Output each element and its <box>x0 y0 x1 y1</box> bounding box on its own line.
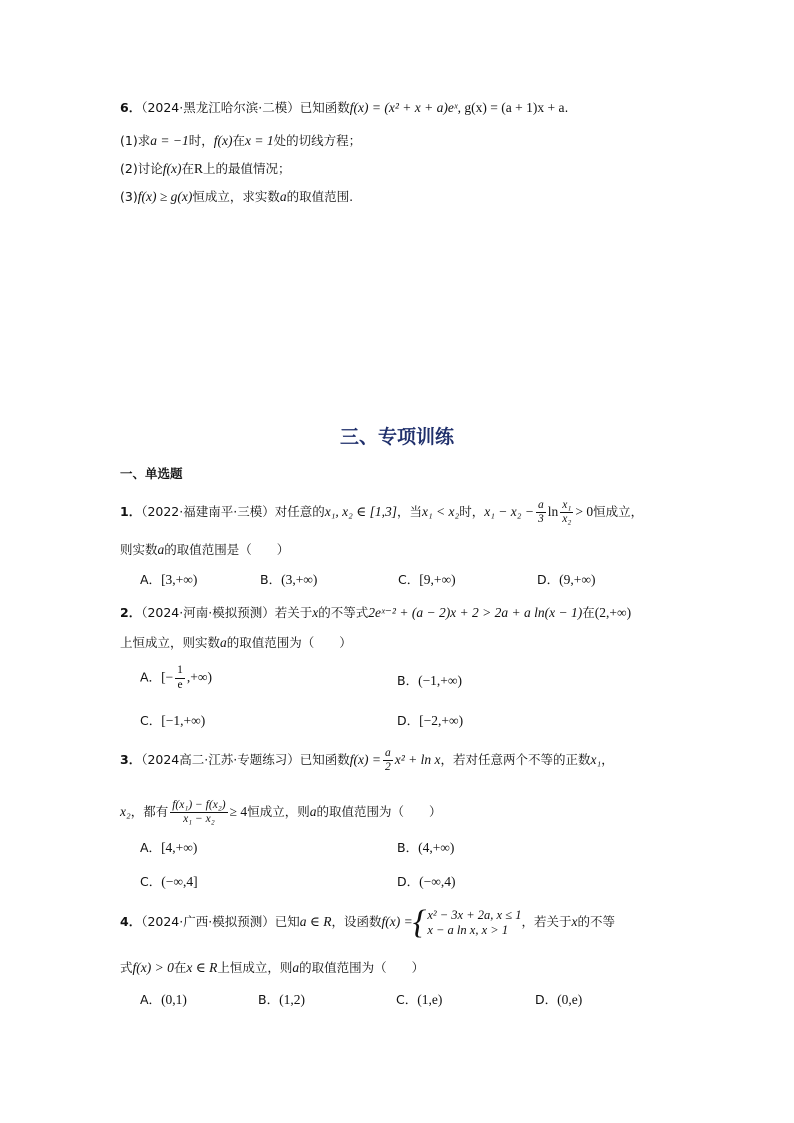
text: 对任意的 <box>274 504 325 519</box>
math-expr: f(x) <box>162 161 182 176</box>
option-label: D． <box>397 874 420 889</box>
option-a[interactable] <box>140 665 212 691</box>
text: 若关于 <box>274 605 313 620</box>
q6-end: . <box>564 100 569 115</box>
option-label: B． <box>397 673 419 688</box>
text: 在 <box>582 605 595 620</box>
option-a[interactable] <box>140 990 187 1008</box>
math-expr: ≥ 4 <box>229 804 248 819</box>
text: 已知函数 <box>299 752 350 767</box>
text: 已知 <box>274 914 300 929</box>
option-label: D． <box>397 713 420 728</box>
option-a[interactable] <box>140 570 197 588</box>
piecewise-function <box>412 903 522 941</box>
question-number: 6． <box>120 100 142 115</box>
math-expr: a <box>157 542 165 557</box>
question-source: （2022·福建南平·三模） <box>141 504 275 519</box>
text: 的不等 <box>577 914 615 929</box>
text: 的取值范围为（ ） <box>299 960 425 975</box>
fraction <box>536 500 546 526</box>
fraction <box>383 748 393 774</box>
option-c[interactable] <box>140 711 205 729</box>
option-value: [−1,+∞) <box>161 713 206 728</box>
math-expr: f(x) > 0 <box>132 960 174 975</box>
option-a[interactable] <box>140 838 197 856</box>
option-b[interactable] <box>258 990 305 1008</box>
option-d[interactable] <box>535 990 582 1008</box>
f-definition: f(x) = (x² + x + a)eˣ <box>349 100 458 115</box>
option-c[interactable] <box>140 872 198 890</box>
math-expr: f(x) ≥ g(x) <box>137 189 193 204</box>
text: 恒成立，求实数 <box>192 189 280 204</box>
text: 在 <box>232 133 245 148</box>
option-value: (3,+∞) <box>281 572 318 587</box>
numerator: f(x₁) − f(x₂) <box>170 800 227 814</box>
q4-stem <box>120 903 615 941</box>
denominator: e <box>177 678 183 691</box>
text: 在 <box>173 960 187 975</box>
math-expr: a <box>220 635 227 650</box>
question-source: （2024·广西·模拟预测） <box>141 914 275 929</box>
question-number: 3． <box>120 752 142 767</box>
option-value: (0,e) <box>557 992 583 1007</box>
text: 的取值范围. <box>286 189 354 204</box>
denominator: x₁ − x₂ <box>183 813 215 825</box>
option-value: [9,+∞) <box>419 572 456 587</box>
math-expr: x₁, x₂ ∈ [1,3] <box>324 504 397 519</box>
text: ， <box>601 752 614 767</box>
question-number: 2． <box>120 605 142 620</box>
q6-part2 <box>120 159 291 177</box>
q3-line2 <box>120 797 441 827</box>
option-label: C． <box>140 874 162 889</box>
math-expr: x <box>571 914 578 929</box>
math-expr: R <box>193 161 203 176</box>
q2-line2 <box>120 633 352 651</box>
option-c[interactable] <box>398 570 456 588</box>
q4-line2 <box>120 958 424 976</box>
option-value: (0,1) <box>161 992 187 1007</box>
text: 的取值范围是（ ） <box>164 542 290 557</box>
numerator: x₁ <box>560 500 573 514</box>
brace-icon: { <box>412 903 427 941</box>
text: 处的切线方程； <box>273 133 362 148</box>
option-value: (−∞,4] <box>161 874 198 889</box>
option-label: A． <box>140 572 162 587</box>
part-label: (1)求 <box>120 133 151 148</box>
q2-stem <box>120 603 631 621</box>
option-value: (1,2) <box>279 992 305 1007</box>
option-value: [4,+∞) <box>161 840 198 855</box>
text: 上恒成立，则 <box>217 960 293 975</box>
text: 上恒成立，则实数 <box>120 635 221 650</box>
case-row: x − a ln x, x > 1 <box>427 922 509 937</box>
fraction <box>170 800 227 826</box>
question-source: （2024高二·江苏·专题练习） <box>141 752 300 767</box>
option-b[interactable] <box>260 570 317 588</box>
q6-part1 <box>120 131 361 149</box>
option-value: ,+∞) <box>186 669 213 685</box>
numerator: a <box>536 500 546 514</box>
math-expr: f(x) = <box>381 914 413 929</box>
math-expr: 2eˣ⁻² + (a − 2)x + 2 > 2a + a ln(x − 1) <box>368 605 583 620</box>
q1-stem <box>120 497 643 527</box>
option-c[interactable] <box>396 990 442 1008</box>
option-label: D． <box>535 992 558 1007</box>
math-expr: ln <box>547 504 559 519</box>
option-value: (−∞,4) <box>419 874 456 889</box>
option-value: (−1,+∞) <box>418 673 463 688</box>
option-label: D． <box>537 572 560 587</box>
text: 的取值范围为（ ） <box>226 635 352 650</box>
case-row: x² − 3x + 2a, x ≤ 1 <box>427 908 522 923</box>
text: ，设函数 <box>331 914 382 929</box>
text: 恒成立， <box>593 504 644 519</box>
text: 恒成立，则 <box>247 804 310 819</box>
text: 上的最值情况； <box>202 161 291 176</box>
q6-stem <box>120 98 568 116</box>
g-definition: , g(x) = (a + 1)x + a <box>457 100 565 115</box>
math-expr: a = −1 <box>150 133 189 148</box>
option-d[interactable] <box>537 570 596 588</box>
text: 时， <box>188 133 214 148</box>
option-value: (4,+∞) <box>418 840 455 855</box>
denominator: x₂ <box>562 513 572 525</box>
option-value: [− <box>161 669 174 685</box>
numerator: 1 <box>175 665 185 679</box>
math-expr: (2,+∞) <box>594 605 632 620</box>
math-expr: x² + ln x <box>394 752 441 767</box>
q3-stem <box>120 745 614 775</box>
option-label: A． <box>140 992 162 1007</box>
math-expr: x ∈ R <box>186 960 218 975</box>
option-label: B． <box>258 992 280 1007</box>
math-expr: f(x) <box>213 133 233 148</box>
math-expr: x = 1 <box>244 133 274 148</box>
text: 式 <box>120 960 133 975</box>
q6-part3 <box>120 187 353 205</box>
question-source: （2024·河南·模拟预测） <box>141 605 275 620</box>
question-source: （2024·黑龙江哈尔滨·二模） <box>141 100 300 115</box>
part-label: (3) <box>120 189 138 204</box>
text: 则实数 <box>120 542 158 557</box>
option-label: A． <box>140 840 162 855</box>
section-title: 三、专项训练 <box>339 426 454 448</box>
math-expr: a <box>279 189 287 204</box>
text: 的不等式 <box>318 605 369 620</box>
text: ，若对任意两个不等的正数 <box>440 752 591 767</box>
question-number: 1． <box>120 504 142 519</box>
math-expr: a ∈ R <box>299 914 332 929</box>
math-expr: f(x) = <box>349 752 381 767</box>
option-value: (1,e) <box>417 992 443 1007</box>
option-value: [−2,+∞) <box>419 713 464 728</box>
text: ，当 <box>396 504 422 519</box>
fraction <box>560 500 573 526</box>
denominator: 3 <box>537 513 544 525</box>
option-label: A． <box>140 669 162 685</box>
q6-intro: 已知函数 <box>299 100 350 115</box>
numerator: a <box>383 748 393 762</box>
option-value: [3,+∞) <box>161 572 198 587</box>
math-expr: x₁ < x₂ <box>422 504 460 519</box>
math-expr: a <box>309 804 317 819</box>
text: ，若关于 <box>521 914 572 929</box>
option-label: B． <box>397 840 419 855</box>
math-expr: x₁ − x₂ − <box>484 504 534 519</box>
text: ，都有 <box>130 804 169 819</box>
option-label: C． <box>396 992 418 1007</box>
option-label: C． <box>140 713 162 728</box>
part-label: (2)讨论 <box>120 161 163 176</box>
option-b[interactable] <box>397 671 462 689</box>
text: 在 <box>181 161 194 176</box>
option-label: C． <box>398 572 420 587</box>
option-value: (9,+∞) <box>559 572 596 587</box>
question-number: 4． <box>120 914 142 929</box>
math-expr: x <box>312 605 319 620</box>
option-d[interactable] <box>397 872 456 890</box>
math-expr: > 0 <box>575 504 594 519</box>
math-expr: x₁ <box>590 752 602 767</box>
math-expr: x₂ <box>120 804 131 819</box>
text: 的取值范围为（ ） <box>316 804 442 819</box>
math-expr: a <box>292 960 300 975</box>
option-label: B． <box>260 572 282 587</box>
option-d[interactable] <box>397 711 463 729</box>
q1-line2 <box>120 540 289 558</box>
denominator: 2 <box>384 761 391 773</box>
subsection-title: 一、单选题 <box>120 466 183 481</box>
text: 时， <box>459 504 485 519</box>
option-b[interactable] <box>397 838 454 856</box>
fraction <box>175 665 185 691</box>
